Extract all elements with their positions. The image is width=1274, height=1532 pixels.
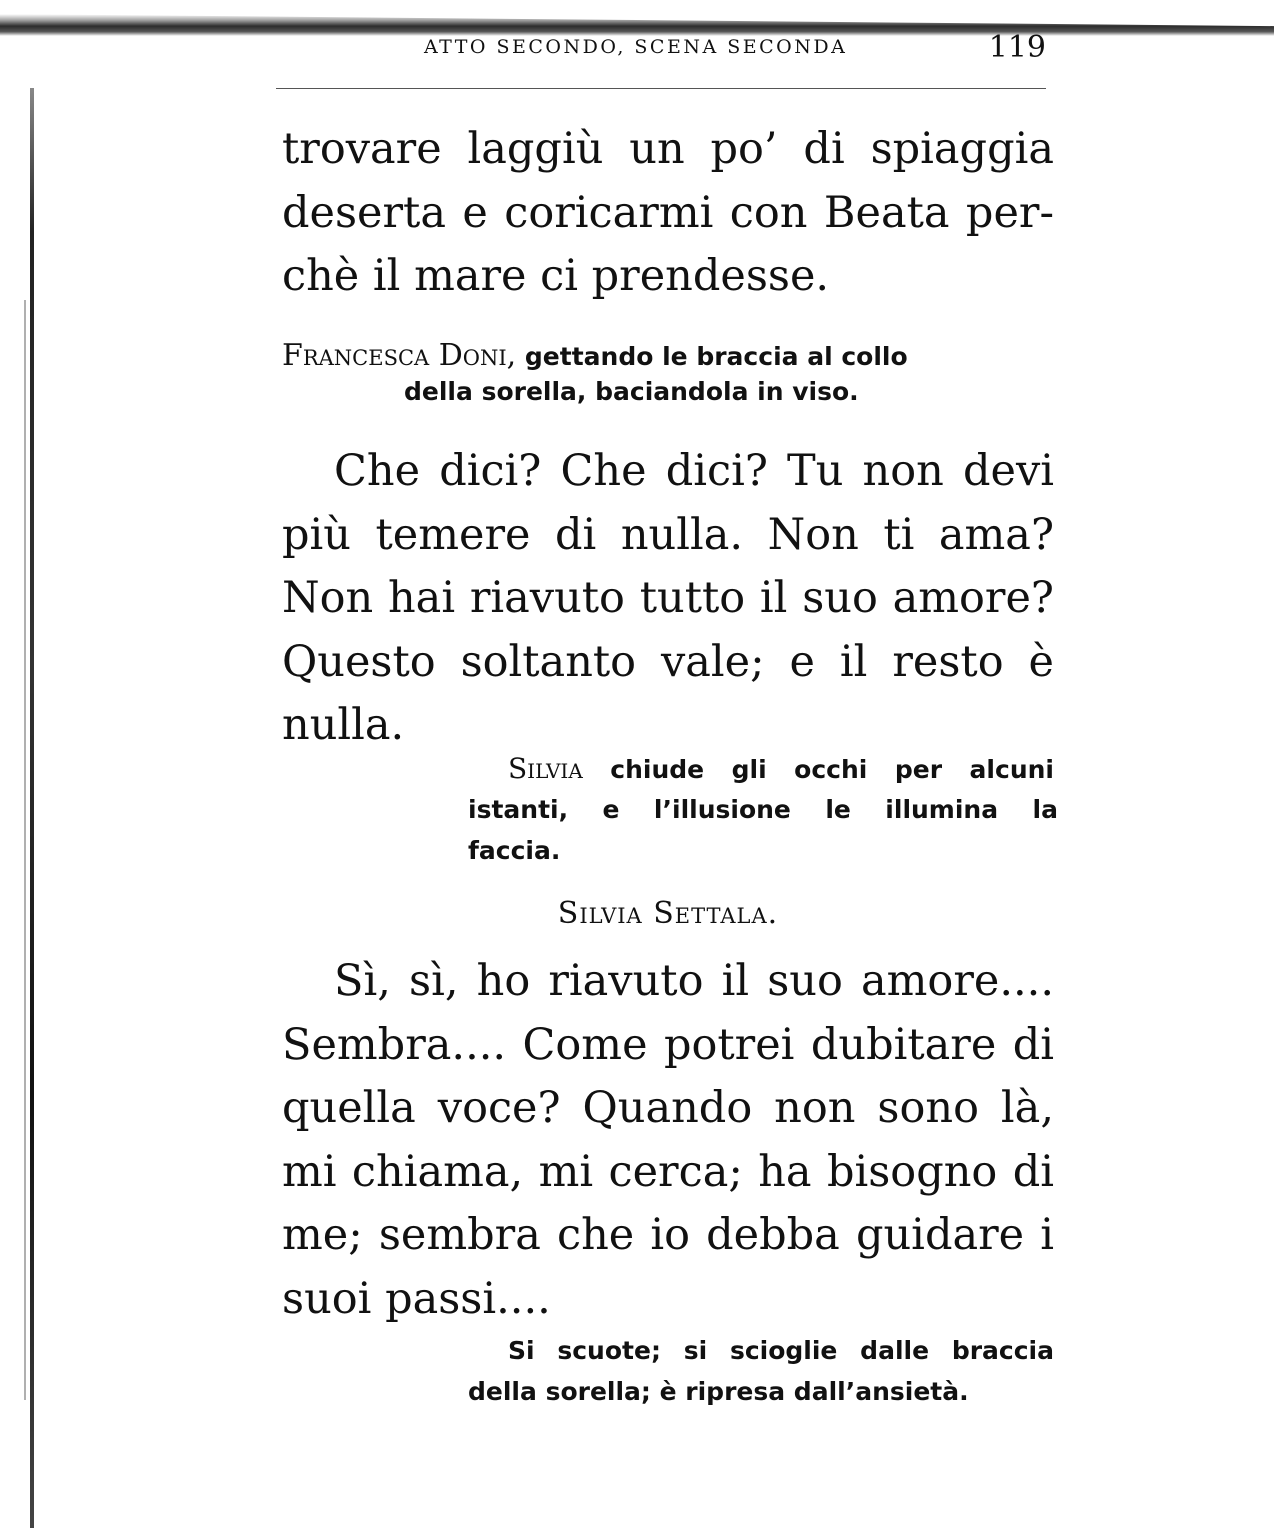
text-line: suoi passi....	[282, 1273, 551, 1324]
stage-direction-1	[282, 338, 1054, 409]
stage-direction-line: Si scuote; si scioglie dalle braccia	[508, 1336, 1054, 1365]
stage-direction-line: faccia.	[468, 836, 561, 865]
text-line: quella voce? Quando non sono là,	[282, 1083, 1054, 1133]
stage-direction-line: della sorella, baciandola in viso.	[404, 377, 859, 406]
stage-direction-2-cont	[468, 789, 1058, 871]
header-rule	[276, 88, 1046, 89]
speech-paragraph-1	[282, 118, 1054, 309]
stage-direction-line	[508, 748, 1054, 790]
text-line: trovare laggiù un po’ di spiaggia	[282, 124, 1054, 174]
text-line: chè il mare ci prendesse.	[282, 251, 830, 301]
speech-paragraph-2	[282, 440, 1054, 758]
stage-direction-3	[508, 1330, 1054, 1371]
running-title: ATTO SECONDO, SCENA SECONDA	[424, 36, 848, 58]
text-line: nulla.	[282, 700, 405, 750]
text-line: mi chiama, mi cerca; ha bisogno di	[282, 1146, 1054, 1197]
stage-direction-2	[508, 748, 1054, 790]
text-line: me; sembra che io debba guidare i	[282, 1210, 1054, 1260]
text-line: Questo soltanto vale; e il resto è	[282, 636, 1054, 687]
stage-direction-text: gettando le braccia al collo	[516, 342, 908, 371]
page-number: 119	[988, 30, 1046, 65]
speech-paragraph-3	[282, 950, 1054, 1331]
text-line: Non hai riavuto tutto il suo amore?	[282, 573, 1054, 623]
speaker-heading: Silvia Settala.	[557, 896, 779, 931]
running-head	[276, 32, 1056, 72]
text-line: deserta e coricarmi con Beata per-	[282, 187, 1054, 238]
stage-direction-line: della sorella; è ripresa dall’ansietà.	[468, 1377, 969, 1406]
stage-direction-text: chiude gli occhi per alcuni	[582, 755, 1054, 784]
text-line: Sembra.... Come potrei dubitare di	[282, 1019, 1054, 1070]
text-line: Che dici? Che dici? Tu non devi	[334, 446, 1054, 496]
stage-direction-line	[282, 338, 1054, 374]
speaker-name: Silvia	[508, 752, 583, 785]
stage-direction-3-cont	[468, 1371, 1048, 1412]
speaker-name: Francesca Doni,	[282, 338, 517, 373]
stage-direction-line: istanti, e l’illusione le illumina la	[468, 795, 1058, 824]
text-line: più temere di nulla. Non ti ama?	[282, 509, 1054, 560]
scan-binding-edge-faint	[24, 300, 26, 1400]
scan-binding-edge	[30, 88, 34, 1528]
text-line: Sì, sì, ho riavuto il suo amore....	[334, 956, 1054, 1006]
